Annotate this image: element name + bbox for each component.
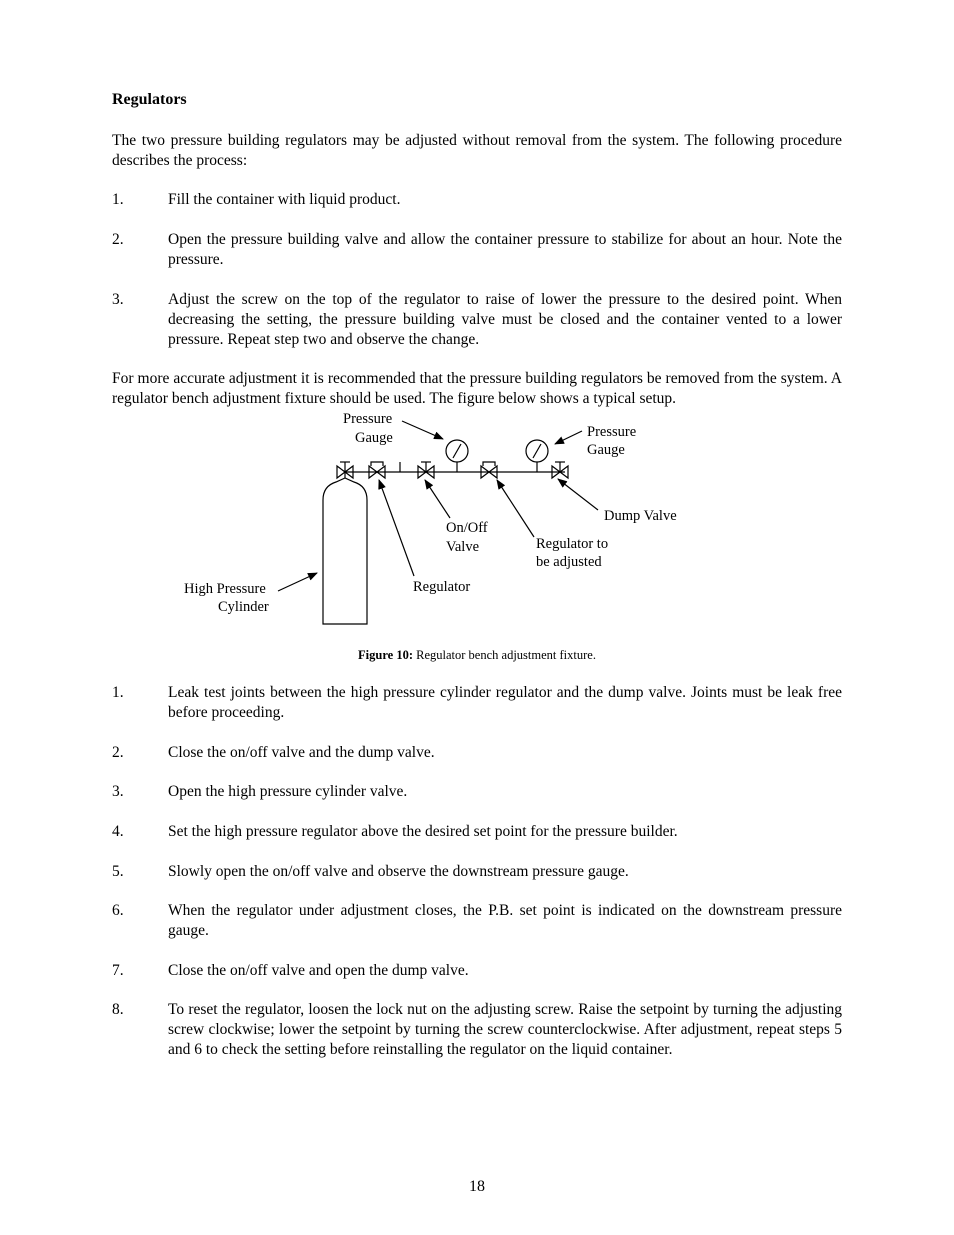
on-off-valve [418,466,434,478]
item-number: 4. [112,823,124,840]
label-gauge-1-line2: Gauge [355,430,393,446]
figure-caption [0,648,954,663]
page-number: 18 [469,1178,485,1195]
item-number: 1. [112,684,124,701]
label-dump-valve: Dump Valve [604,508,677,524]
label-onoff-line2: Valve [446,539,480,555]
item-number: 3. [112,783,124,800]
label-cylinder-line1: High Pressure [184,581,266,597]
item-text: Adjust the screw on the top of the regulator to raise of lower the pressure to the desired point. When decreasing the setting, the pressure building valve must be closed and the container vented to a lower pressure. Repeat step two and observe the change. [168,291,842,348]
label-regadj-line2: be adjusted [536,554,602,570]
item-text: To reset the regulator, loosen the lock nut on the adjusting screw. Raise the setpoint by turning the adjusting screw clockwise; lower the setpoint by turning the screw counterclockwise. After adjustment, repeat steps 5 and 6 to check the setting before reinstalling the regulator on the liquid container. [168,1001,842,1058]
cylinder-shape [323,478,367,624]
label-gauge-2-line1: Pressure [587,424,637,440]
label-regulator: Regulator [413,579,471,595]
item-text: Fill the container with liquid product. [168,191,401,208]
item-number: 1. [112,191,124,208]
fixture-paragraph: For more accurate adjustment it is recommended that the pressure building regulators be removed from the system. A regulator bench adjustment fixture should be used. The figure below shows a typical setup. [112,370,842,407]
regulator-to-adjust [481,466,497,478]
caption-text: Regulator bench adjustment fixture. [413,648,596,662]
dump-valve [552,466,568,478]
section-heading: Regulators [112,91,187,108]
label-onoff-line1: On/Off [446,520,488,536]
item-number: 2. [112,744,124,761]
pressure-gauge-2 [526,440,548,462]
item-number: 8. [112,1001,124,1018]
label-gauge-1-line1: Pressure [343,411,393,427]
item-number: 5. [112,863,124,880]
item-number: 7. [112,962,124,979]
item-text: Close the on/off valve and open the dump valve. [168,962,469,979]
item-number: 2. [112,231,124,248]
caption-label: Figure 10: [358,648,414,662]
label-cylinder-line2: Cylinder [218,599,269,615]
item-text: Leak test joints between the high pressure cylinder regulator and the dump valve. Joints must be leak free before proceeding. [168,684,842,721]
label-gauge-2-line2: Gauge [587,442,625,458]
intro-paragraph: The two pressure building regulators may be adjusted without removal from the system. The following procedure describes the process: [112,132,842,169]
item-text: Open the pressure building valve and allow the container pressure to stabilize for about an hour. Note the pressure. [168,231,842,268]
item-number: 6. [112,902,124,919]
item-text: Slowly open the on/off valve and observe the downstream pressure gauge. [168,863,629,880]
item-number: 3. [112,291,124,308]
item-text: Set the high pressure regulator above the desired set point for the pressure builder. [168,823,678,840]
item-text: Close the on/off valve and the dump valve. [168,744,435,761]
pressure-gauge-1 [446,440,468,462]
item-text: When the regulator under adjustment closes, the P.B. set point is indicated on the downstream pressure gauge. [168,902,842,939]
label-regadj-line1: Regulator to [536,536,609,552]
item-text: Open the high pressure cylinder valve. [168,783,408,800]
regulator-valve [369,466,385,478]
